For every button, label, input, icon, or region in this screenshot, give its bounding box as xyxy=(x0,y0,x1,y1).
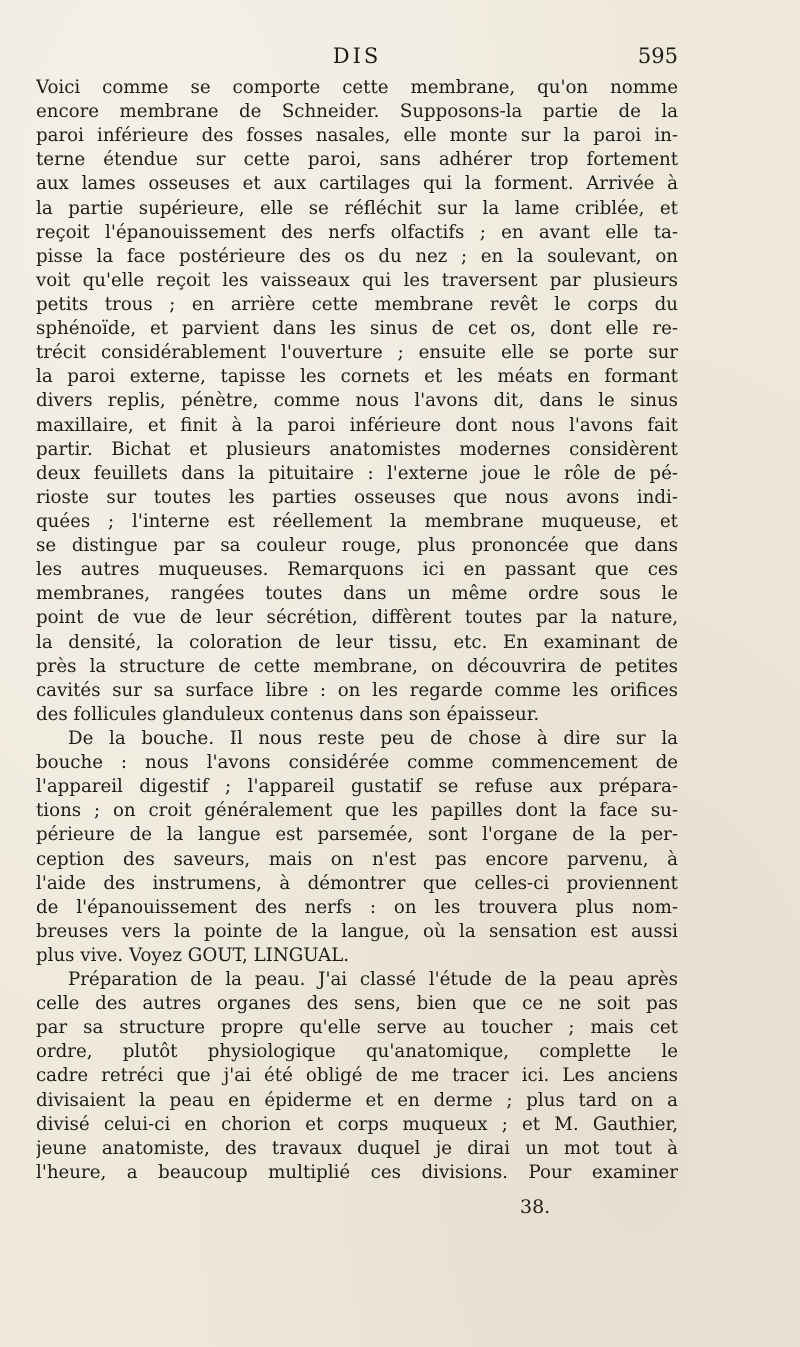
text-line: de l'épanouissement des nerfs : on les trouvera plus nom- xyxy=(36,896,678,918)
text-line: partir. Bichat et plusieurs anatomistes modernes considèrent xyxy=(36,438,678,460)
signature-mark: 38. xyxy=(520,1196,551,1218)
body-text xyxy=(36,76,678,1185)
text-line: reçoit l'épanouissement des nerfs olfactifs ; en avant elle ta- xyxy=(36,221,678,243)
text-line: terne étendue sur cette paroi, sans adhérer trop fortement xyxy=(36,149,678,171)
text-line: celle des autres organes des sens, bien que ce ne soit pas xyxy=(36,993,678,1015)
text-line: divers replis, pénètre, comme nous l'avons dit, dans le sinus xyxy=(36,390,678,412)
text-line: tions ; on croit généralement que les papilles dont la face su- xyxy=(36,800,678,822)
text-line: quées ; l'interne est réellement la membrane muqueuse, et xyxy=(36,510,678,532)
text-line: trécit considérablement l'ouverture ; ensuite elle se porte sur xyxy=(36,342,678,364)
text-line: des follicules glanduleux contenus dans son épaisseur. xyxy=(36,703,540,725)
section-heading-line: De la bouche. Il nous reste peu de chose à dire sur la xyxy=(68,727,678,749)
text-line: rioste sur toutes les parties osseuses que nous avons indi- xyxy=(36,486,678,508)
text-line: se distingue par sa couleur rouge, plus prononcée que dans xyxy=(36,535,678,557)
page-number: 595 xyxy=(637,44,678,68)
text-line: ception des saveurs, mais on n'est pas encore parvenu, à xyxy=(36,848,678,870)
section-heading-line: Préparation de la peau. J'ai classé l'étude de la peau après xyxy=(68,969,678,991)
text-line: voit qu'elle reçoit les vaisseaux qui les traversent par plusieurs xyxy=(36,269,678,291)
text-line: pisse la face postérieure des os du nez ; en la soulevant, on xyxy=(36,245,678,267)
text-line: bouche : nous l'avons considérée comme commencement de xyxy=(36,752,678,774)
text-line: la partie supérieure, elle se réfléchit sur la lame criblée, et xyxy=(36,197,678,219)
text-line: par sa structure propre qu'elle serve au toucher ; mais cet xyxy=(36,1017,678,1039)
running-head-title: DIS xyxy=(332,44,382,68)
text-line: les autres muqueuses. Remarquons ici en passant que ces xyxy=(36,559,678,581)
text-line: breuses vers la pointe de la langue, où la sensation est aussi xyxy=(36,920,678,942)
text-line: l'aide des instrumens, à démontrer que celles-ci proviennent xyxy=(36,872,678,894)
text-line: jeune anatomiste, des travaux duquel je dirai un mot tout à xyxy=(36,1137,678,1159)
text-line: maxillaire, et finit à la paroi inférieure dont nous l'avons fait xyxy=(36,414,678,436)
text-line: membranes, rangées toutes dans un même ordre sous le xyxy=(36,583,678,605)
text-line: deux feuillets dans la pituitaire : l'externe joue le rôle de pé- xyxy=(36,462,678,484)
text-line: Voici comme se comporte cette membrane, qu'on nomme xyxy=(36,77,678,98)
text-line: encore membrane de Schneider. Supposons-la partie de la xyxy=(36,101,678,123)
text-line: cadre retréci que j'ai été obligé de me tracer ici. Les anciens xyxy=(36,1065,678,1087)
text-line: sphénoïde, et parvient dans les sinus de cet os, dont elle re- xyxy=(36,318,678,340)
text-line: la paroi externe, tapisse les cornets et les méats en formant xyxy=(36,366,678,388)
text-line: divisé celui-ci en chorion et corps muqueux ; et M. Gauthier, xyxy=(36,1113,678,1135)
text-line: petits trous ; en arrière cette membrane revêt le corps du xyxy=(36,293,678,315)
text-line: la densité, la coloration de leur tissu, etc. En examinant de xyxy=(36,631,678,653)
text-line: près la structure de cette membrane, on découvrira de petites xyxy=(36,655,678,677)
running-head xyxy=(36,44,678,72)
text-line: paroi inférieure des fosses nasales, elle monte sur la paroi in- xyxy=(36,125,678,147)
text-line: ordre, plutôt physiologique qu'anatomique, complette le xyxy=(36,1041,678,1063)
text-line: l'appareil digestif ; l'appareil gustatif se refuse aux prépara- xyxy=(36,776,678,798)
text-line: plus vive. Voyez GOUT, LINGUAL. xyxy=(36,944,350,966)
text-line: aux lames osseuses et aux cartilages qui la forment. Arrivée à xyxy=(36,173,678,195)
text-line: point de vue de leur sécrétion, diffèrent toutes par la nature, xyxy=(36,607,678,629)
text-line: cavités sur sa surface libre : on les regarde comme les orifices xyxy=(36,679,678,701)
text-line: divisaient la peau en épiderme et en derme ; plus tard on a xyxy=(36,1089,678,1111)
text-line: périeure de la langue est parsemée, sont l'organe de la per- xyxy=(36,824,678,846)
text-line: l'heure, a beaucoup multiplié ces divisions. Pour examiner xyxy=(36,1161,678,1183)
